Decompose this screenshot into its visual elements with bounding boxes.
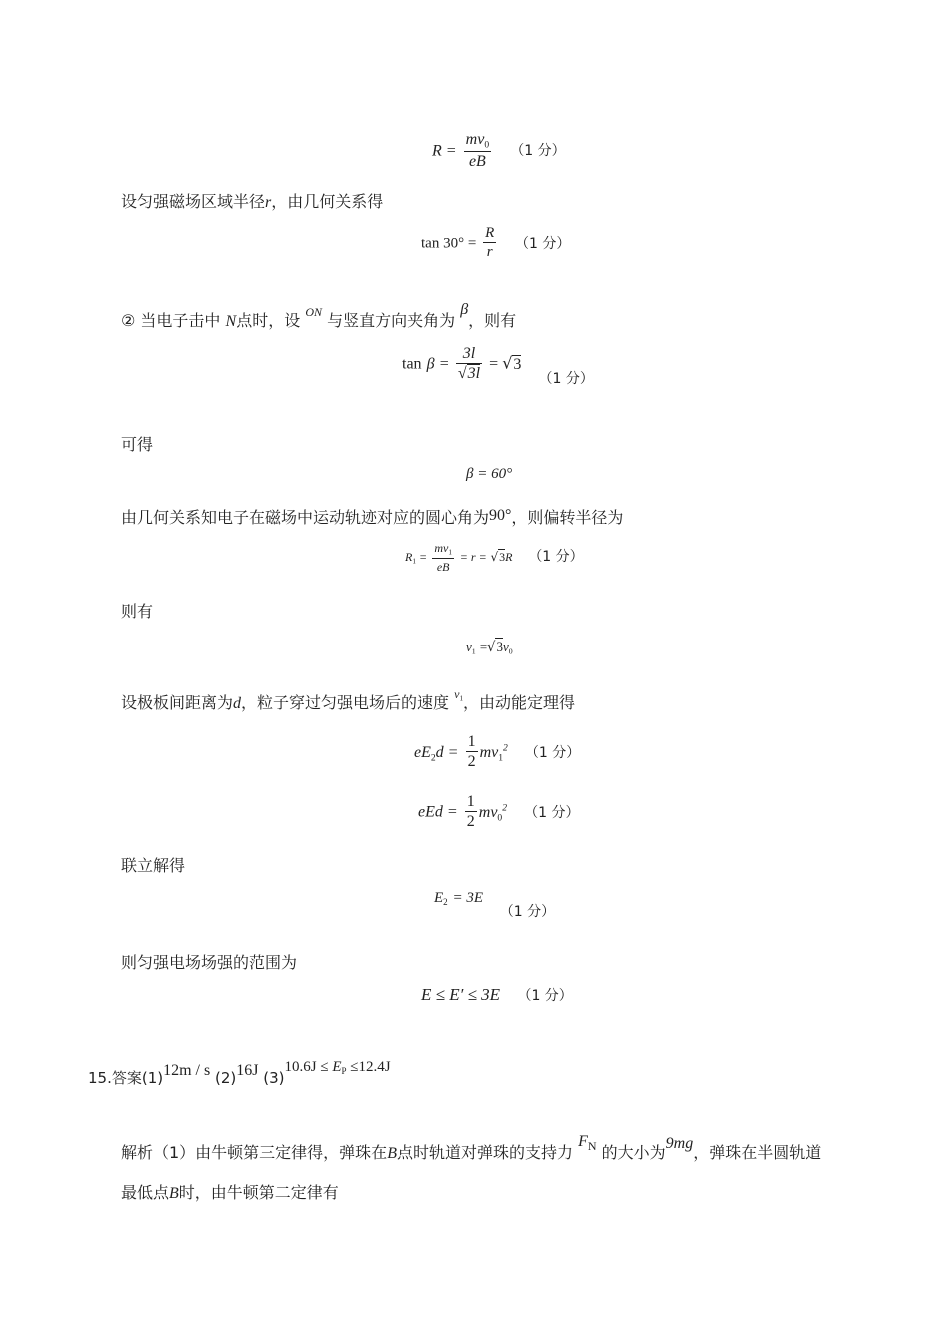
equation-energy-1: $eE_2d$ = $\frac{1}{2}$ $mv_1^2$ （1 分）: [414, 733, 581, 770]
score-label: （1 分）: [510, 143, 566, 160]
equation-range: E ≤ E′ ≤ 3E （1 分）: [421, 985, 573, 1004]
answer-line: 15.答案(1)12m / s (2)16J $(3)10.6J \le E_P \le 12.4J$: [88, 1059, 391, 1087]
text-line: 联立解得: [121, 856, 186, 875]
text-line: 设极板间距离为d，粒子穿过匀强电场后的速度 $^{v_1}$，由动能定理得: [121, 687, 576, 712]
equation-energy-0: eEd = $\frac{1}{2}$ $mv_0^2$ （1 分）: [418, 793, 580, 830]
text-line: 由几何关系知电子在磁场中运动轨迹对应的圆心角为90°，则偏转半径为: [121, 507, 624, 527]
equation-v1: $v_1 =√3v_0$: [466, 639, 513, 656]
text-line: 最低点B时，由牛顿第二定律有: [121, 1183, 339, 1202]
equation-r1: $R_1$ = $\frac{mv_1}{eB}$ = r = √3R （1 分）: [405, 541, 584, 574]
text-line: ② 当电子击中 N点时，设 $^{ON}$ 与竖直方向夹角为 β，则有: [121, 301, 517, 330]
text-line: 可得: [121, 435, 154, 454]
text-line: 则有: [121, 602, 154, 621]
equation-tanbeta: tan β = $\frac{3l}{√3l}$ = √3 （1 分）: [402, 345, 594, 387]
text-line: 设匀强磁场区域半径r，由几何关系得: [121, 192, 384, 211]
equation-radius: R = $\frac{mv_0}{eB}$ （1 分）: [432, 131, 566, 170]
text-line: 解析（1）由牛顿第三定律得，弹珠在B点时轨道对弹珠的支持力 $F_N$ 的大小为9mg，弹珠在半圆轨道: [121, 1133, 822, 1162]
equation-beta60: β = 60°: [466, 466, 513, 482]
text-line: 则匀强电场场强的范围为: [121, 953, 298, 972]
equation-tan30: tan 30° = $\frac{R}{r}$ （1 分）: [421, 225, 571, 260]
equation-e2: $E_2 = 3E$ （1 分）: [434, 890, 556, 920]
